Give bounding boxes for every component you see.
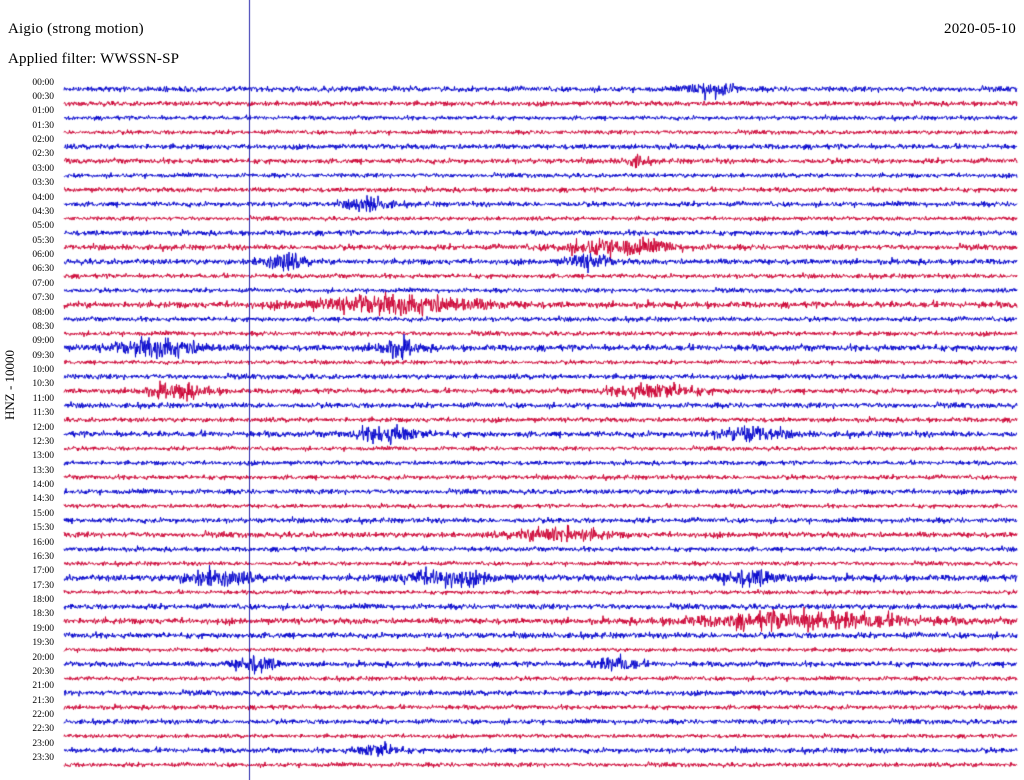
time-tick-label: 09:00 <box>32 336 54 347</box>
time-tick-label: 13:30 <box>32 465 54 476</box>
time-tick-label: 05:00 <box>32 221 54 232</box>
time-tick-label: 05:30 <box>32 235 54 246</box>
time-tick-label: 06:30 <box>32 264 54 275</box>
time-tick-label: 17:00 <box>32 566 54 577</box>
time-tick-label: 18:00 <box>32 595 54 605</box>
time-tick-label: 00:00 <box>32 77 54 88</box>
time-tick-label: 06:00 <box>32 250 54 260</box>
time-tick-label: 07:30 <box>32 293 54 304</box>
time-tick-label: 14:30 <box>32 494 54 505</box>
page-title: Aigio (strong motion) <box>8 21 144 37</box>
time-tick-label: 20:00 <box>32 652 54 663</box>
time-tick-label: 03:30 <box>32 178 54 189</box>
time-tick-label: 23:30 <box>32 753 54 764</box>
time-tick-label: 01:00 <box>32 106 54 117</box>
time-tick-label: 15:00 <box>32 508 54 519</box>
time-tick-label: 08:00 <box>32 307 54 318</box>
time-tick-label: 15:30 <box>32 523 54 534</box>
time-tick-label: 20:30 <box>32 666 54 677</box>
time-tick-label: 21:30 <box>32 695 54 706</box>
filter-label: Applied filter: WWSSN-SP <box>8 51 180 67</box>
time-tick-label: 00:30 <box>32 91 54 102</box>
time-tick-label: 13:00 <box>32 451 54 462</box>
time-tick-label: 17:30 <box>32 580 54 591</box>
time-tick-label: 16:30 <box>32 551 54 562</box>
time-tick-label: 03:00 <box>32 163 54 174</box>
time-tick-label: 21:00 <box>32 681 54 692</box>
time-tick-label: 23:00 <box>32 738 54 749</box>
time-tick-label: 11:00 <box>32 393 54 404</box>
time-tick-label: 04:00 <box>32 192 54 203</box>
time-tick-label: 04:30 <box>32 206 54 217</box>
time-tick-label: 22:30 <box>32 724 54 735</box>
time-tick-label: 11:30 <box>32 408 54 419</box>
time-tick-label: 01:30 <box>32 120 54 131</box>
time-tick-label: 14:00 <box>32 480 54 490</box>
time-tick-label: 08:30 <box>32 321 54 332</box>
time-tick-label: 19:00 <box>32 623 54 634</box>
time-tick-label: 02:30 <box>32 149 54 160</box>
time-tick-label: 19:30 <box>32 638 54 649</box>
time-tick-label: 02:00 <box>32 135 54 145</box>
time-tick-label: 12:00 <box>32 422 54 433</box>
date-label: 2020-05-10 <box>944 21 1016 37</box>
time-tick-label: 07:00 <box>32 278 54 289</box>
time-tick-label: 09:30 <box>32 350 54 361</box>
time-tick-label: 16:00 <box>32 537 54 548</box>
time-tick-label: 10:00 <box>32 365 54 375</box>
time-tick-label: 22:00 <box>32 710 54 720</box>
time-tick-label: 18:30 <box>32 609 54 620</box>
channel-axis-label: HNZ - 10000 <box>2 349 17 420</box>
time-tick-label: 10:30 <box>32 379 54 390</box>
time-tick-label: 12:30 <box>32 436 54 447</box>
